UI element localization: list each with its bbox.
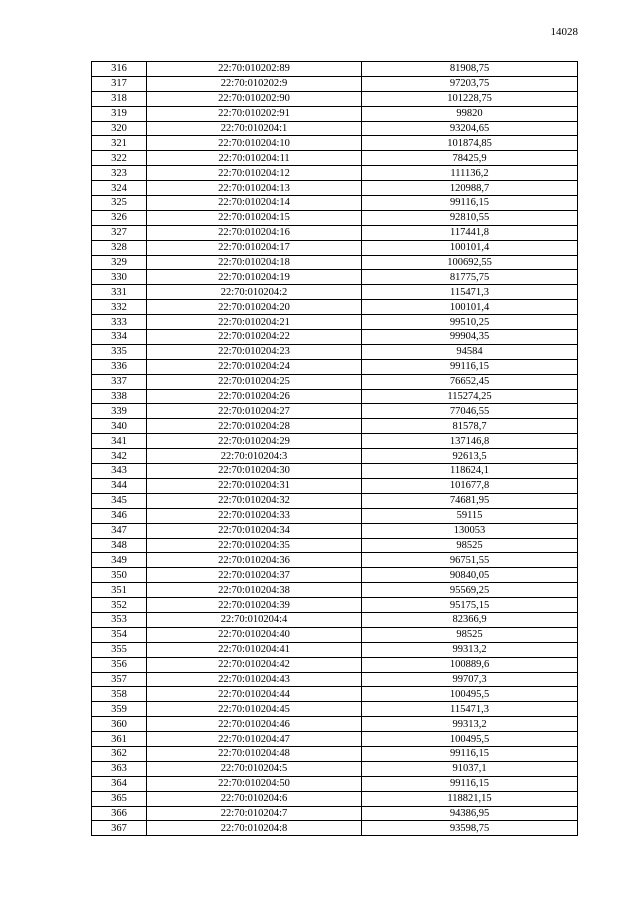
cadastral-value-cell: 78425,9 <box>362 151 578 166</box>
cadastral-number-cell: 22:70:010204:2 <box>147 285 362 300</box>
row-number-cell: 326 <box>92 210 147 225</box>
cadastral-number-cell: 22:70:010204:39 <box>147 598 362 613</box>
table-row <box>92 285 578 300</box>
cadastral-number-cell: 22:70:010204:15 <box>147 210 362 225</box>
table-row <box>92 404 578 419</box>
cadastral-value-cell: 115471,3 <box>362 285 578 300</box>
cadastral-value-cell: 118624,1 <box>362 464 578 479</box>
table-row <box>92 374 578 389</box>
cadastral-number-cell: 22:70:010204:45 <box>147 702 362 717</box>
cadastral-value-cell: 99820 <box>362 106 578 121</box>
row-number-cell: 367 <box>92 821 147 836</box>
table-row <box>92 746 578 761</box>
table-row <box>92 627 578 642</box>
cadastral-number-cell: 22:70:010204:41 <box>147 642 362 657</box>
row-number-cell: 342 <box>92 449 147 464</box>
row-number-cell: 359 <box>92 702 147 717</box>
table-row <box>92 523 578 538</box>
row-number-cell: 331 <box>92 285 147 300</box>
cadastral-number-cell: 22:70:010204:4 <box>147 612 362 627</box>
row-number-cell: 345 <box>92 493 147 508</box>
table-row <box>92 657 578 672</box>
table-row <box>92 508 578 523</box>
row-number-cell: 336 <box>92 359 147 374</box>
cadastral-number-cell: 22:70:010204:46 <box>147 717 362 732</box>
cadastral-number-cell: 22:70:010204:43 <box>147 672 362 687</box>
cadastral-number-cell: 22:70:010204:48 <box>147 746 362 761</box>
cadastral-value-cell: 98525 <box>362 538 578 553</box>
row-number-cell: 349 <box>92 553 147 568</box>
row-number-cell: 365 <box>92 791 147 806</box>
cadastral-number-cell: 22:70:010204:13 <box>147 181 362 196</box>
cadastral-value-cell: 118821,15 <box>362 791 578 806</box>
cadastral-number-cell: 22:70:010204:28 <box>147 419 362 434</box>
table-row <box>92 821 578 836</box>
row-number-cell: 317 <box>92 76 147 91</box>
table-row <box>92 210 578 225</box>
cadastral-value-cell: 100101,4 <box>362 300 578 315</box>
row-number-cell: 355 <box>92 642 147 657</box>
cadastral-value-cell: 99116,15 <box>362 776 578 791</box>
row-number-cell: 320 <box>92 121 147 136</box>
row-number-cell: 335 <box>92 344 147 359</box>
table-row <box>92 151 578 166</box>
cadastral-value-cell: 98525 <box>362 627 578 642</box>
table-row <box>92 687 578 702</box>
row-number-cell: 324 <box>92 181 147 196</box>
cadastral-number-cell: 22:70:010204:17 <box>147 240 362 255</box>
cadastral-number-cell: 22:70:010204:3 <box>147 449 362 464</box>
table-row <box>92 166 578 181</box>
cadastral-number-cell: 22:70:010204:21 <box>147 315 362 330</box>
row-number-cell: 318 <box>92 91 147 106</box>
cadastral-number-cell: 22:70:010204:10 <box>147 136 362 151</box>
cadastral-value-cell: 77046,55 <box>362 404 578 419</box>
row-number-cell: 333 <box>92 315 147 330</box>
cadastral-number-cell: 22:70:010204:50 <box>147 776 362 791</box>
cadastral-number-cell: 22:70:010204:36 <box>147 553 362 568</box>
cadastral-number-cell: 22:70:010204:37 <box>147 568 362 583</box>
table-row <box>92 642 578 657</box>
row-number-cell: 330 <box>92 270 147 285</box>
cadastral-number-cell: 22:70:010204:19 <box>147 270 362 285</box>
table-row <box>92 464 578 479</box>
row-number-cell: 350 <box>92 568 147 583</box>
table-row <box>92 106 578 121</box>
cadastral-value-cell: 90840,05 <box>362 568 578 583</box>
table-row <box>92 806 578 821</box>
cadastral-number-cell: 22:70:010204:42 <box>147 657 362 672</box>
cadastral-value-cell: 95175,15 <box>362 598 578 613</box>
cadastral-value-cell: 94386,95 <box>362 806 578 821</box>
table-row <box>92 181 578 196</box>
table-row <box>92 359 578 374</box>
cadastral-number-cell: 22:70:010204:18 <box>147 255 362 270</box>
cadastral-value-cell: 74681,95 <box>362 493 578 508</box>
cadastral-value-cell: 99116,15 <box>362 196 578 211</box>
cadastral-number-cell: 22:70:010204:8 <box>147 821 362 836</box>
cadastral-number-cell: 22:70:010204:47 <box>147 732 362 747</box>
row-number-cell: 339 <box>92 404 147 419</box>
cadastral-value-cell: 82366,9 <box>362 612 578 627</box>
row-number-cell: 343 <box>92 464 147 479</box>
cadastral-number-cell: 22:70:010202:91 <box>147 106 362 121</box>
cadastral-number-cell: 22:70:010204:30 <box>147 464 362 479</box>
table-row <box>92 255 578 270</box>
cadastral-value-cell: 130053 <box>362 523 578 538</box>
cadastral-number-cell: 22:70:010204:27 <box>147 404 362 419</box>
cadastral-value-cell: 92810,55 <box>362 210 578 225</box>
table-row <box>92 538 578 553</box>
cadastral-number-cell: 22:70:010204:40 <box>147 627 362 642</box>
cadastral-number-cell: 22:70:010204:6 <box>147 791 362 806</box>
cadastral-number-cell: 22:70:010204:25 <box>147 374 362 389</box>
cadastral-number-cell: 22:70:010204:12 <box>147 166 362 181</box>
row-number-cell: 325 <box>92 196 147 211</box>
cadastral-value-cell: 81578,7 <box>362 419 578 434</box>
table-row <box>92 196 578 211</box>
row-number-cell: 323 <box>92 166 147 181</box>
cadastral-value-cell: 93204,65 <box>362 121 578 136</box>
row-number-cell: 364 <box>92 776 147 791</box>
cadastral-value-cell: 100101,4 <box>362 240 578 255</box>
row-number-cell: 363 <box>92 761 147 776</box>
cadastral-value-table <box>91 61 578 836</box>
table-row <box>92 240 578 255</box>
table-row <box>92 612 578 627</box>
table-row <box>92 330 578 345</box>
cadastral-value-cell: 99116,15 <box>362 359 578 374</box>
cadastral-value-cell: 95569,25 <box>362 583 578 598</box>
page-number: 14028 <box>550 26 578 38</box>
table-row <box>92 732 578 747</box>
table-row <box>92 478 578 493</box>
table-row <box>92 776 578 791</box>
cadastral-value-cell: 97203,75 <box>362 76 578 91</box>
table-row <box>92 300 578 315</box>
cadastral-number-cell: 22:70:010204:29 <box>147 434 362 449</box>
cadastral-number-cell: 22:70:010204:5 <box>147 761 362 776</box>
cadastral-number-cell: 22:70:010204:32 <box>147 493 362 508</box>
cadastral-number-cell: 22:70:010204:14 <box>147 196 362 211</box>
cadastral-value-cell: 115471,3 <box>362 702 578 717</box>
cadastral-value-cell: 115274,25 <box>362 389 578 404</box>
row-number-cell: 366 <box>92 806 147 821</box>
cadastral-number-cell: 22:70:010204:34 <box>147 523 362 538</box>
table-row <box>92 761 578 776</box>
cadastral-value-cell: 137146,8 <box>362 434 578 449</box>
cadastral-value-cell: 101874,85 <box>362 136 578 151</box>
row-number-cell: 361 <box>92 732 147 747</box>
row-number-cell: 338 <box>92 389 147 404</box>
row-number-cell: 356 <box>92 657 147 672</box>
row-number-cell: 321 <box>92 136 147 151</box>
cadastral-number-cell: 22:70:010204:33 <box>147 508 362 523</box>
row-number-cell: 354 <box>92 627 147 642</box>
cadastral-number-cell: 22:70:010204:11 <box>147 151 362 166</box>
table-row <box>92 449 578 464</box>
cadastral-value-cell: 94584 <box>362 344 578 359</box>
row-number-cell: 357 <box>92 672 147 687</box>
table-body <box>92 62 578 836</box>
cadastral-value-cell: 99313,2 <box>362 642 578 657</box>
row-number-cell: 352 <box>92 598 147 613</box>
table-row <box>92 419 578 434</box>
table-row <box>92 91 578 106</box>
cadastral-number-cell: 22:70:010202:90 <box>147 91 362 106</box>
cadastral-number-cell: 22:70:010204:22 <box>147 330 362 345</box>
table-row <box>92 568 578 583</box>
cadastral-value-cell: 101677,8 <box>362 478 578 493</box>
table-row <box>92 493 578 508</box>
cadastral-value-cell: 99116,15 <box>362 746 578 761</box>
cadastral-value-cell: 81908,75 <box>362 62 578 77</box>
row-number-cell: 344 <box>92 478 147 493</box>
table-row <box>92 583 578 598</box>
table-row <box>92 434 578 449</box>
table-row <box>92 344 578 359</box>
cadastral-value-cell: 100495,5 <box>362 687 578 702</box>
cadastral-value-cell: 93598,75 <box>362 821 578 836</box>
row-number-cell: 322 <box>92 151 147 166</box>
cadastral-value-cell: 99313,2 <box>362 717 578 732</box>
table-row <box>92 598 578 613</box>
cadastral-number-cell: 22:70:010204:1 <box>147 121 362 136</box>
table-row <box>92 553 578 568</box>
row-number-cell: 329 <box>92 255 147 270</box>
row-number-cell: 340 <box>92 419 147 434</box>
row-number-cell: 328 <box>92 240 147 255</box>
table-row <box>92 389 578 404</box>
cadastral-value-cell: 59115 <box>362 508 578 523</box>
row-number-cell: 334 <box>92 330 147 345</box>
row-number-cell: 353 <box>92 612 147 627</box>
cadastral-number-cell: 22:70:010204:23 <box>147 344 362 359</box>
table-row <box>92 76 578 91</box>
row-number-cell: 360 <box>92 717 147 732</box>
row-number-cell: 327 <box>92 225 147 240</box>
cadastral-number-cell: 22:70:010204:44 <box>147 687 362 702</box>
cadastral-number-cell: 22:70:010202:89 <box>147 62 362 77</box>
table-row <box>92 62 578 77</box>
row-number-cell: 332 <box>92 300 147 315</box>
cadastral-number-cell: 22:70:010204:7 <box>147 806 362 821</box>
table-row <box>92 136 578 151</box>
cadastral-number-cell: 22:70:010204:38 <box>147 583 362 598</box>
row-number-cell: 316 <box>92 62 147 77</box>
cadastral-value-cell: 91037,1 <box>362 761 578 776</box>
cadastral-number-cell: 22:70:010204:26 <box>147 389 362 404</box>
cadastral-number-cell: 22:70:010204:31 <box>147 478 362 493</box>
row-number-cell: 362 <box>92 746 147 761</box>
table-row <box>92 225 578 240</box>
row-number-cell: 346 <box>92 508 147 523</box>
row-number-cell: 351 <box>92 583 147 598</box>
cadastral-value-cell: 100889,6 <box>362 657 578 672</box>
cadastral-value-cell: 111136,2 <box>362 166 578 181</box>
cadastral-value-cell: 100495,5 <box>362 732 578 747</box>
cadastral-value-cell: 117441,8 <box>362 225 578 240</box>
table-row <box>92 672 578 687</box>
cadastral-value-cell: 99707,3 <box>362 672 578 687</box>
table-row <box>92 121 578 136</box>
cadastral-number-cell: 22:70:010204:35 <box>147 538 362 553</box>
cadastral-value-cell: 81775,75 <box>362 270 578 285</box>
row-number-cell: 358 <box>92 687 147 702</box>
cadastral-number-cell: 22:70:010204:20 <box>147 300 362 315</box>
row-number-cell: 348 <box>92 538 147 553</box>
table-row <box>92 702 578 717</box>
cadastral-value-cell: 120988,7 <box>362 181 578 196</box>
row-number-cell: 319 <box>92 106 147 121</box>
table-row <box>92 791 578 806</box>
table-row <box>92 270 578 285</box>
cadastral-value-cell: 99510,25 <box>362 315 578 330</box>
cadastral-value-cell: 99904,35 <box>362 330 578 345</box>
cadastral-value-cell: 96751,55 <box>362 553 578 568</box>
table-row <box>92 717 578 732</box>
row-number-cell: 337 <box>92 374 147 389</box>
cadastral-number-cell: 22:70:010204:16 <box>147 225 362 240</box>
cadastral-number-cell: 22:70:010202:9 <box>147 76 362 91</box>
cadastral-number-cell: 22:70:010204:24 <box>147 359 362 374</box>
cadastral-value-cell: 76652,45 <box>362 374 578 389</box>
cadastral-value-cell: 100692,55 <box>362 255 578 270</box>
table-row <box>92 315 578 330</box>
cadastral-value-cell: 92613,5 <box>362 449 578 464</box>
row-number-cell: 347 <box>92 523 147 538</box>
row-number-cell: 341 <box>92 434 147 449</box>
cadastral-value-cell: 101228,75 <box>362 91 578 106</box>
